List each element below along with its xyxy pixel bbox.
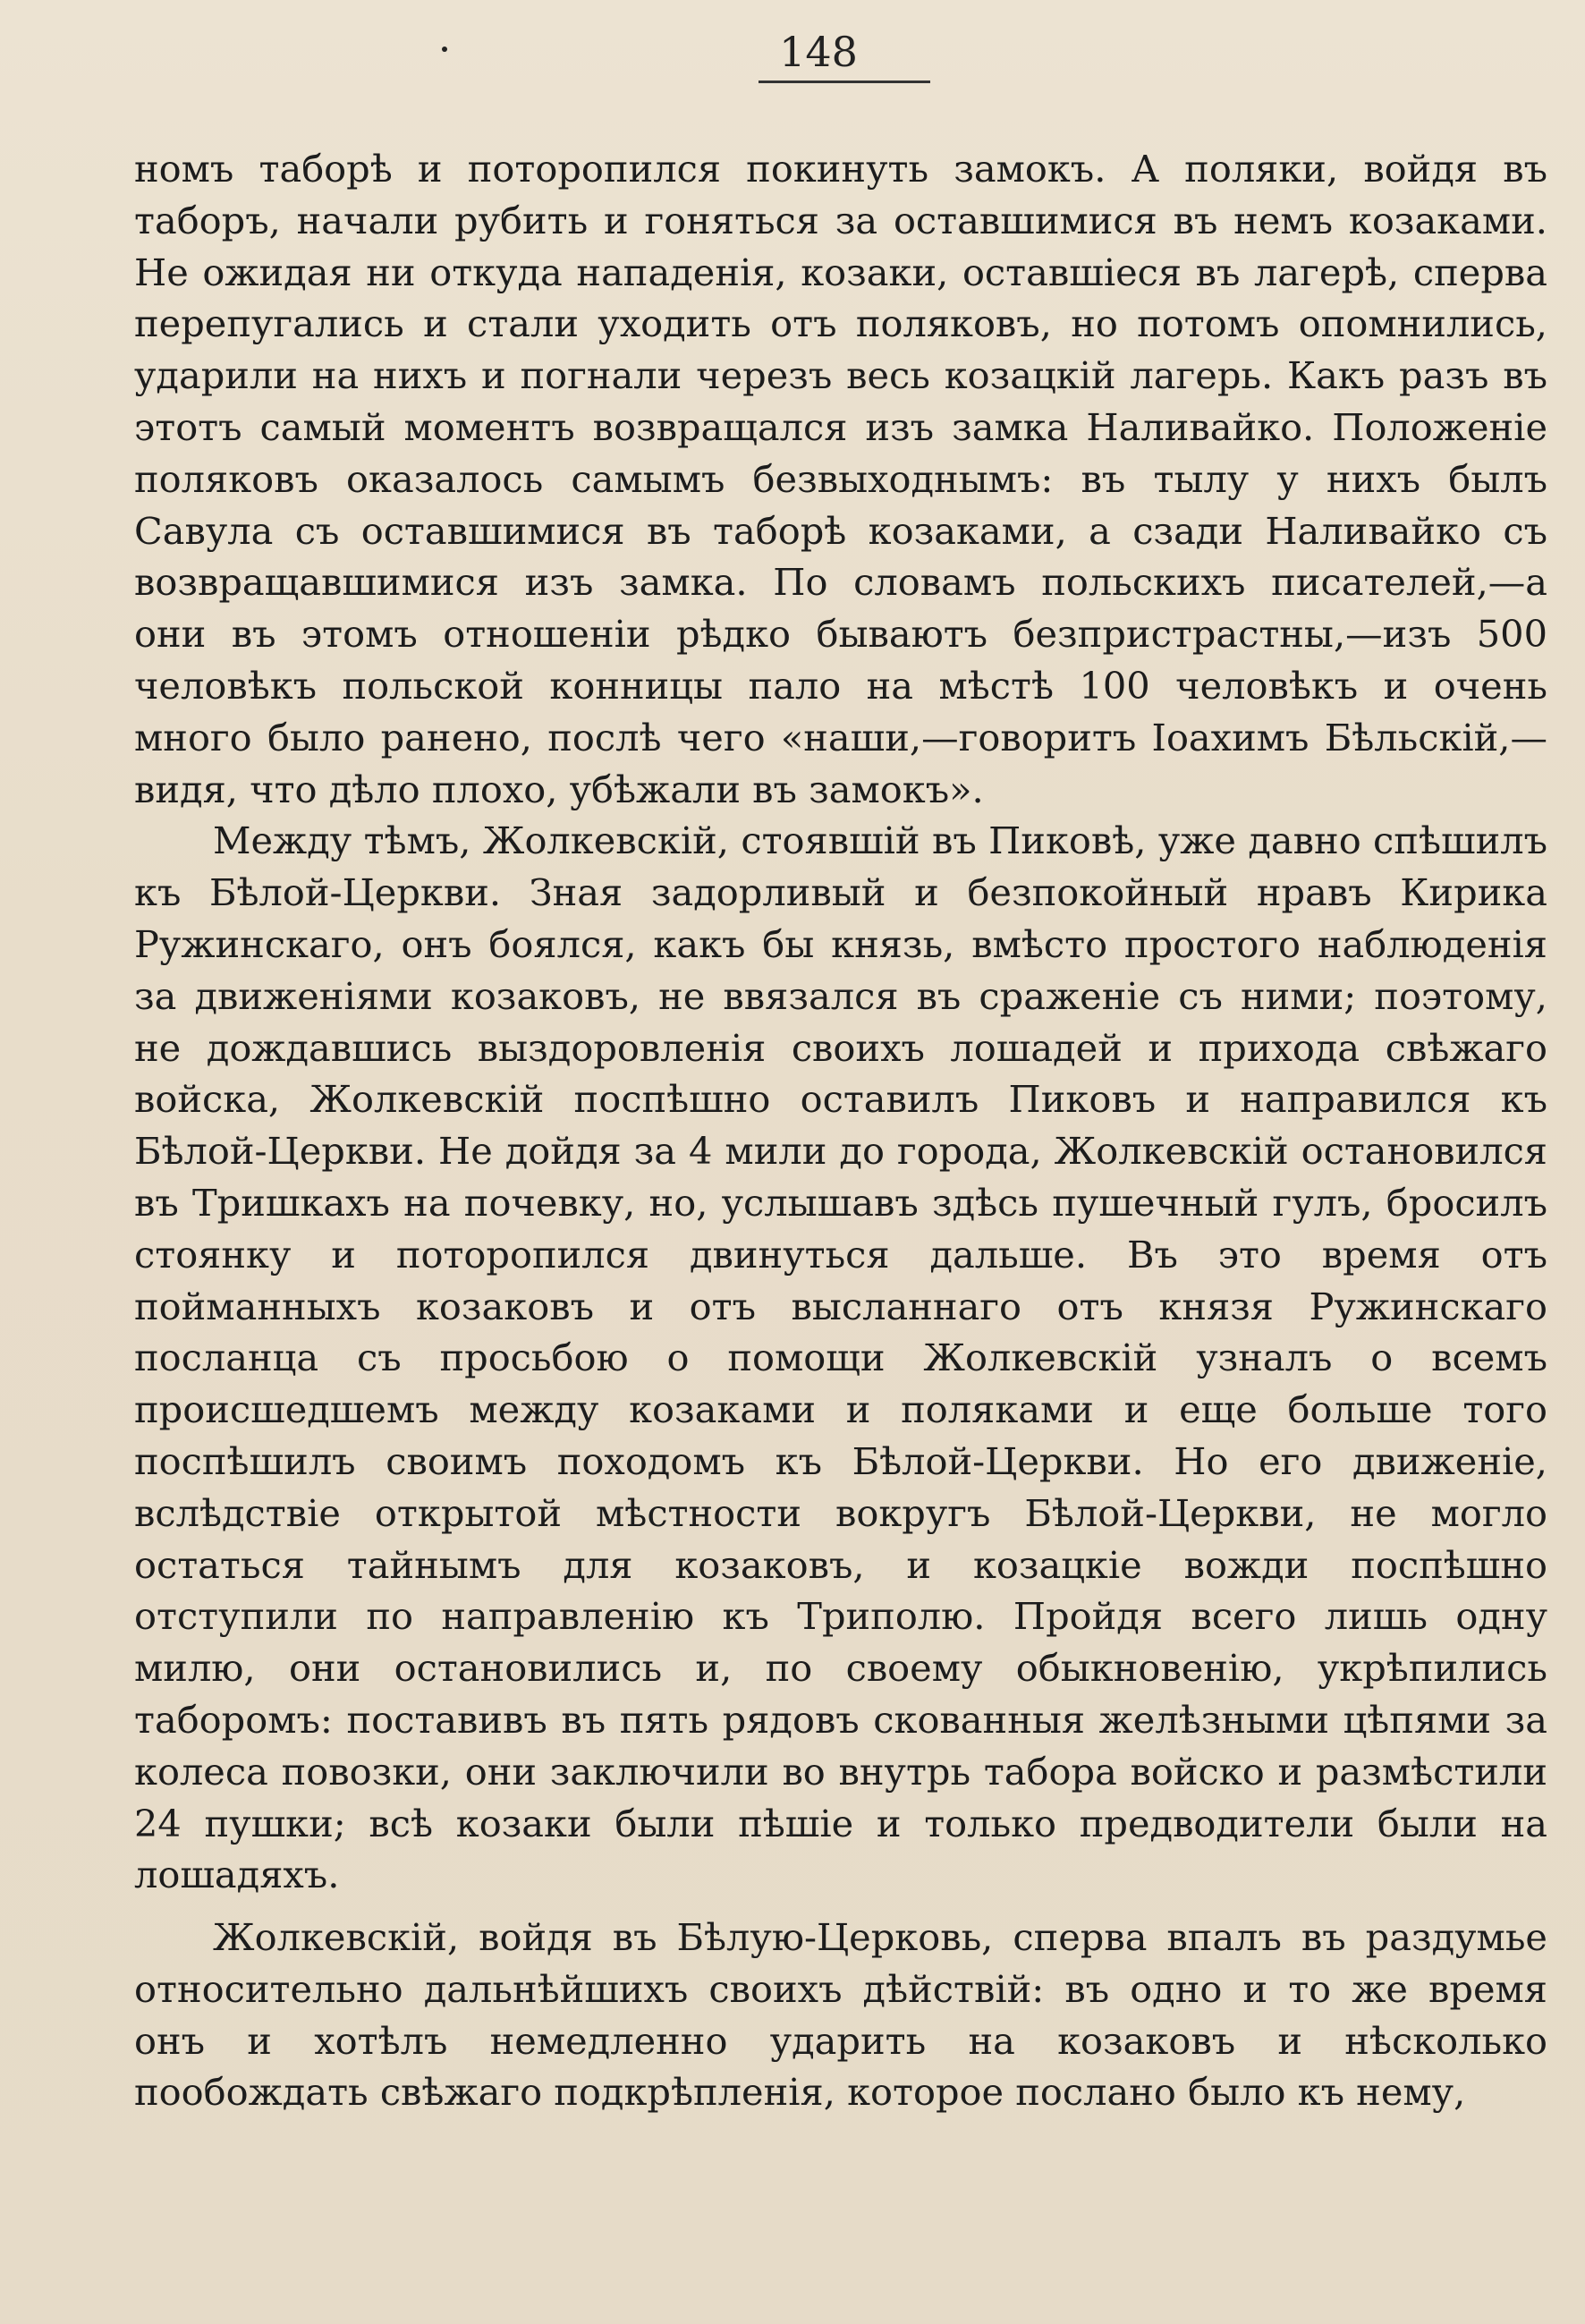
body-text [134,143,1547,2118]
paragraph-continuation: номъ таборѣ и поторопился покинуть замокъ. А поляки, войдя въ таборъ, начали рубить и гоняться за оставшимися въ немъ козаками. Не ожидая ни откуда нападенія, козаки, оставшіеся въ лагерѣ, сперва перепугались и стали уходить отъ поляковъ, но потомъ опомнились, ударили на нихъ и погнали черезъ весь козацкій лагерь. Какъ разъ въ этотъ самый моментъ возвращался изъ замка Наливайко. Положеніе поляковъ оказалось самымъ безвыходнымъ: въ тылу у нихъ былъ Савула съ оставшимися въ таборѣ козаками, а сзади Наливайко съ возвращавшимися изъ замка. По словамъ польскихъ писателей,—а они въ этомъ отношеніи рѣдко бываютъ безпристрастны,—изъ 500 человѣкъ польской конницы пало на мѣстѣ 100 человѣкъ и очень много было ранено, послѣ чего «наши,—говоритъ Іоахимъ Бѣльскій,—видя, что дѣло плохо, убѣжали въ замокъ». [134,147,1547,811]
header-dot [442,47,447,52]
page-number: 148 [779,28,858,76]
page-number-rule [759,81,930,83]
paragraph: Между тѣмъ, Жолкевскій, стоявшій въ Пиковѣ, уже давно спѣшилъ къ Бѣлой-Церкви. Зная задорливый и безпокойный нравъ Кирика Ружинскаго, онъ боялся, какъ бы князь, вмѣсто простого наблюденія за движеніями козаковъ, не ввязался въ сраженіе съ ними; поэтому, не дождавшись выздоровленія своихъ лошадей и прихода свѣжаго войска, Жолкевскій поспѣшно оставилъ Пиковъ и направился къ Бѣлой-Церкви. Не дойдя за 4 мили до города, Жолкевскій остановился въ Тришкахъ на почевку, но, услышавъ здѣсь пушечный гулъ, бросилъ стоянку и поторопился двинуться дальше. Въ это время отъ пойманныхъ козаковъ и отъ высланнаго отъ князя Ружинскаго посланца съ просьбою о помощи Жолкевскій узналъ о всемъ происшедшемъ между козаками и поляками и еще больше того поспѣшилъ своимъ походомъ къ Бѣлой-Церкви. Но его движеніе, вслѣдствіе открытой мѣстности вокругъ Бѣлой-Церкви, не могло остаться тайнымъ для козаковъ, и козацкіе вожди поспѣшно отступили по направленію къ Триполю. Пройдя всего лишь одну милю, они остановились и, по своему обыкновенію, укрѣпились таборомъ: поставивъ въ пять рядовъ скованныя желѣзными цѣпями за колеса повозки, они заключили во внутрь табора войско и размѣстили 24 пушки; всѣ козаки были пѣшіе и только предводители были на лошадяхъ. [134,818,1547,1897]
paragraph: Жолкевскій, войдя въ Бѣлую-Церковь, сперва впалъ въ раздумье относительно дальнѣйшихъ своихъ дѣйствій: въ одно и то же время онъ и хотѣлъ немедленно ударить на козаковъ и нѣсколько пообождать свѣжаго подкрѣпленія, которое послано было къ нему, [134,1915,1547,2115]
page-header [0,27,1585,89]
